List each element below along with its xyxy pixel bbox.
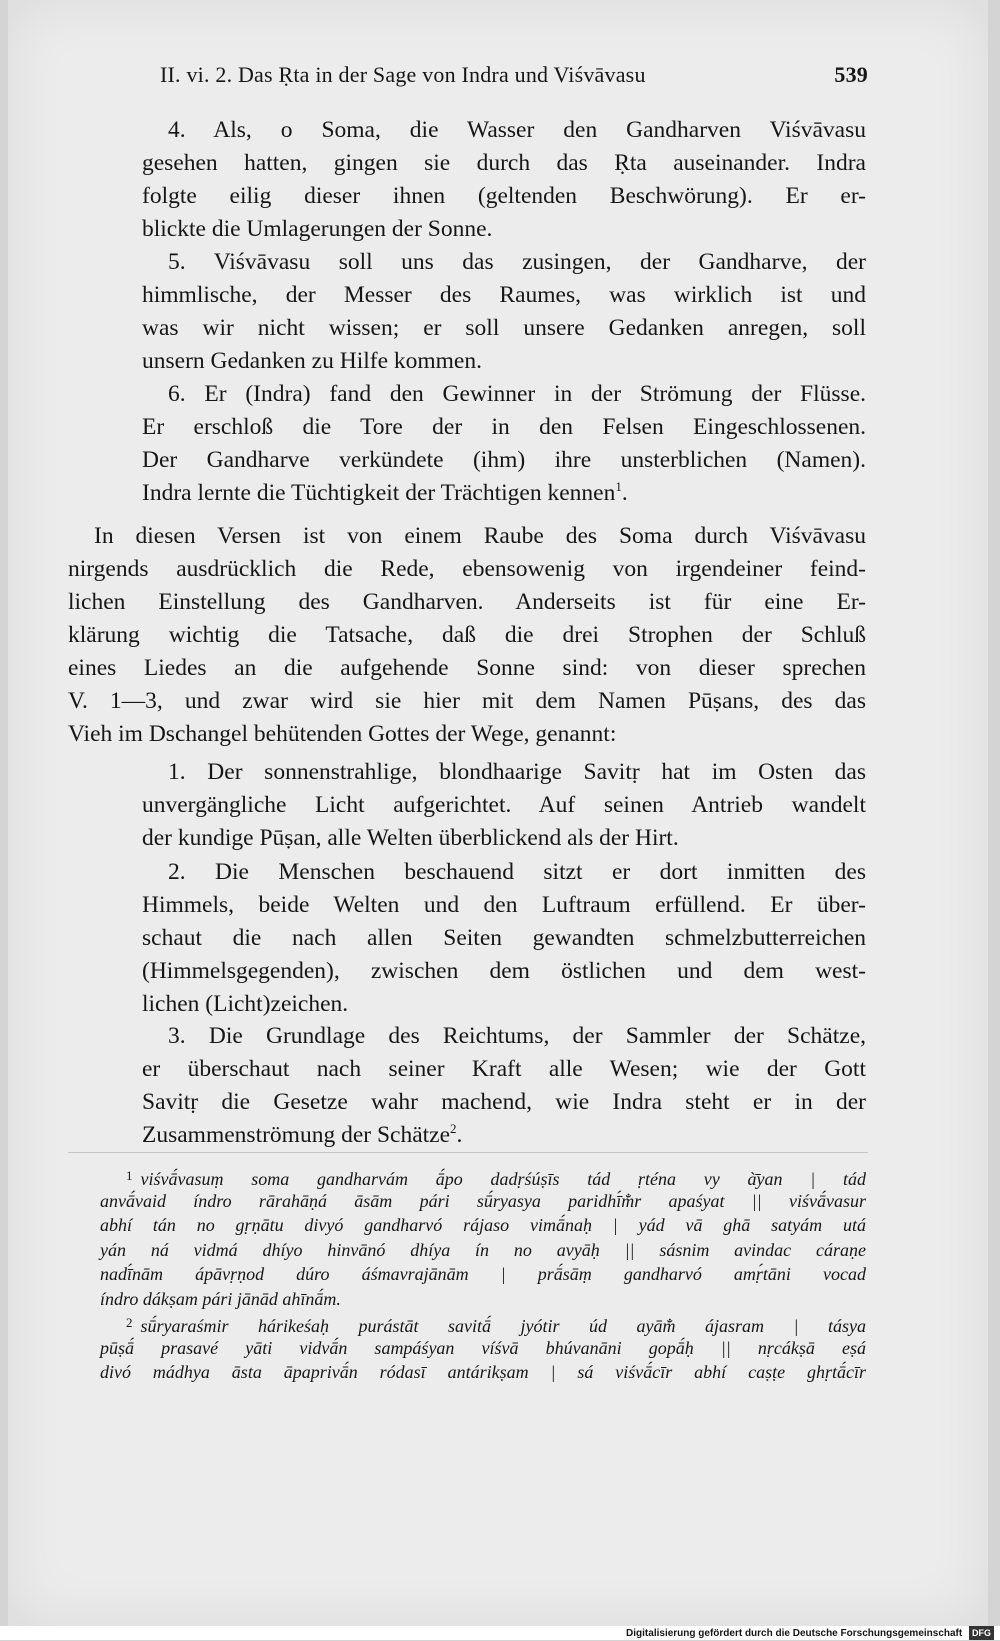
footnote-marker: 1 [126,1168,133,1183]
footnote-text: sū́ryaraśmir hárikeśaḥ purástāt savitā́ jyótir úd ayām̐ ájasram | tásya [140,1316,866,1336]
footnote-line: nadī́nām ápāvṛṇod dúro áśmavrajānām | prā́sāṃ gandharvó amṛ́tāni vocad [100,1264,866,1284]
text-line: In diesen Versen ist von einem Raube des Soma durch Viśvāvasu [94,523,866,549]
text-line: Der Gandharve verkündete (ihm) ihre unsterblichen (Namen). [142,447,866,473]
text-line: unsern Gedanken zu Hilfe kommen. [142,348,482,374]
footnote-line: anvā́vaid índro rārahāṇá āsām pári sū́ryasya paridhī́m̐r apaśyat || viśvā́vasur [100,1190,866,1211]
footnote-line: divó mádhya āsta āpaprivā́n ródasī antárikṣam | sá viśvā́cīr abhí caṣṭe ghṛtā́cīr [100,1362,866,1382]
text-line: Savitṛ die Gesetze wahr machend, wie Indra steht er in der [142,1089,866,1115]
footnote-ref: 1 [615,479,622,495]
verse-5 [142,246,866,378]
verse-4 [142,114,866,246]
text-line: schaut die nach allen Seiten gewandten schmelzbutterreichen [142,925,866,951]
text-line: gesehen hatten, gingen sie durch das Ṛta auseinander. Indra [142,150,866,176]
text-line: himmlische, der Messer des Raumes, was wirklich ist und [142,282,866,308]
text-line: Er erschloß die Tore der in den Felsen Eingeschlossenen. [142,414,866,440]
verse-3 [142,1020,866,1152]
text-line: 6. Er (Indra) fand den Gewinner in der Strömung der Flüsse. [168,381,866,407]
text-line: lichen Einstellung des Gandharven. Anderseits ist für eine Er- [68,589,866,615]
text-line: folgte eilig dieser ihnen (geltenden Beschwörung). Er er- [142,183,866,209]
footnote-line: yán ná vidmá dhíyo hinvānó dhíya ín no avyāḥ || sásnim avindac cáraṇe [100,1239,866,1260]
text-line: der kundige Pūṣan, alle Welten überblickend als der Hirt. [142,825,679,851]
text-line: was wir nicht wissen; er soll unsere Gedanken anregen, soll [142,315,866,341]
footnote-text: viśvā́vasuṃ soma gandharvám ā́po dadṛśúṣīs tád ṛténa vy à̄yan | tád [140,1169,866,1189]
page-number: 539 [834,62,868,87]
footnote-divider [68,1152,868,1153]
verse-2 [142,856,866,1021]
verse-1 [142,756,866,855]
text-line: 3. Die Grundlage des Reichtums, der Sammler der Schätze, [168,1023,866,1049]
text-line: Himmels, beide Welten und den Luftraum erfüllend. Er über- [142,892,866,918]
footnote-1 [100,1164,866,1311]
verse-text: Indra lernte die Tüchtigkeit der Trächtigen kennen [142,480,616,506]
footnote-marker: 2 [126,1315,133,1330]
footnote-line: abhí tán no gṛṇātu divyó gandharvó rájaso vimā́naḥ | yád vā ghā satyám utá [100,1215,866,1235]
footnote-line: pūṣā́ prasavé yāti vidvā́n sampáśyan víśvā bhúvanāni gopā́ḥ || nṛcákṣā eṣá [100,1337,866,1358]
footnote-line [100,1164,866,1189]
text-line: Indra lernte die Tüchtigkeit der Trächtigen kennen$^1$. [142,479,628,506]
text-line: unvergängliche Licht aufgerichtet. Auf seinen Antrieb wandelt [142,792,866,818]
footnote-line [100,1311,866,1336]
text-line: nirgends ausdrücklich die Rede, ebensowenig von irgendeiner feind- [68,556,866,582]
footer-credit: Digitalisierung gefördert durch die Deutsche Forschungsgemeinschaft [626,1628,963,1639]
footnote-line: índro dákṣam pári jānād ahīnā́m. [100,1288,341,1309]
text-line: Vieh im Dschangel behütenden Gottes der Wege, genannt: [68,721,617,747]
text-line: eines Liedes an die aufgehende Sonne sind: von dieser sprechen [68,655,866,681]
dfg-logo: DFG [969,1626,994,1640]
text-line: V. 1—3, und zwar wird sie hier mit dem Namen Pūṣans, des das [68,688,866,714]
footnote-2 [100,1311,866,1385]
digitization-footer [0,1626,1000,1640]
body-paragraph [68,520,866,751]
text-line: 4. Als, o Soma, die Wasser den Gandharven Viśvāvasu [168,117,866,143]
text-line: er überschaut nach seiner Kraft alle Wesen; wie der Gott [142,1056,866,1082]
footnote-ref: 2 [450,1121,457,1137]
text-line: 5. Viśvāvasu soll uns das zusingen, der Gandharve, der [168,249,866,275]
text-line: Zusammenströmung der Schätze$^2$. [142,1121,463,1148]
text-line: (Himmelsgegenden), zwischen dem östlichen und dem west- [142,958,866,984]
book-page [8,0,988,1626]
running-title: II. vi. 2. Das Ṛta in der Sage von Indra und Viśvāvasu [160,62,646,87]
text-line: 2. Die Menschen beschauend sitzt er dort inmitten des [168,859,866,885]
text-line: klärung wichtig die Tatsache, daß die drei Strophen der Schluß [68,622,866,648]
text-line: 1. Der sonnenstrahlige, blondhaarige Savitṛ hat im Osten das [168,759,866,785]
text-line: lichen (Licht)zeichen. [142,991,349,1017]
text-line: blickte die Umlagerungen der Sonne. [142,216,493,242]
verse-text: Zusammenströmung der Schätze [142,1122,451,1148]
running-header [160,62,868,92]
verse-6 [142,378,866,510]
